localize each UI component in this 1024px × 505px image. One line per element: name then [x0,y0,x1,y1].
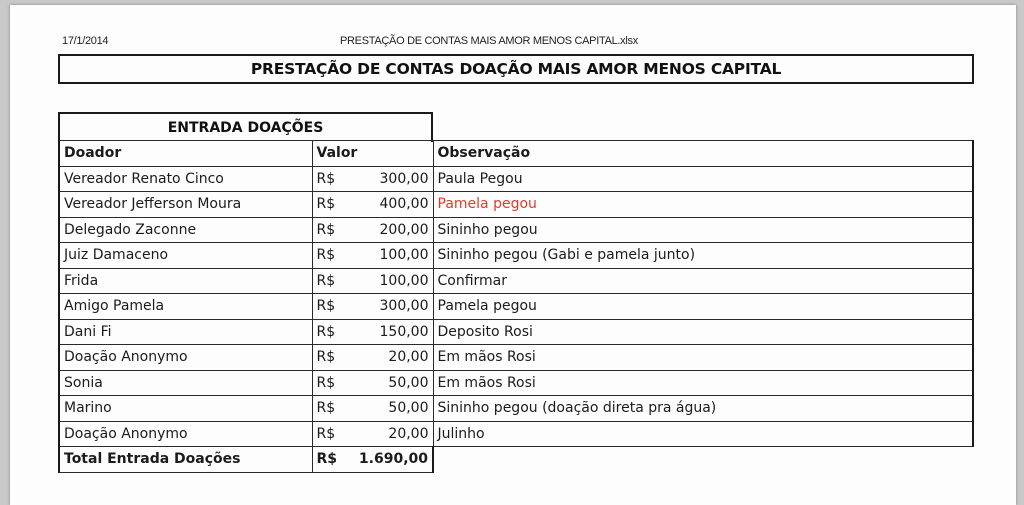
donor-cell [59,217,312,243]
total-currency: R$ [316,451,338,468]
total-value-cell [312,447,433,473]
note-cell [433,294,973,320]
table-row [59,166,973,192]
document-title: PRESTAÇÃO DE CONTAS DOAÇÃO MAIS AMOR MENOS CAPITAL [58,54,974,84]
note-text: Pamela pegou [437,298,537,315]
donor-cell [59,396,312,422]
note-text: Deposito Rosi [437,323,533,340]
total-label: Total Entrada Doações [59,447,312,473]
value-cell [312,370,433,396]
total-row [59,447,973,473]
amount: 50,00 [388,374,429,391]
table-row [59,243,973,269]
value-cell [312,243,433,269]
donor-cell [59,166,312,192]
value-cell [312,268,433,294]
table-row [59,268,973,294]
amount: 400,00 [379,196,429,213]
table-row [59,396,973,422]
donor-name: Frida [64,272,99,289]
value-cell [312,192,433,218]
value-cell [312,166,433,192]
table-row [59,370,973,396]
value-cell [312,217,433,243]
note-text: Julinho [437,425,485,442]
amount: 100,00 [379,272,429,289]
amount: 200,00 [379,221,429,238]
note-cell [433,243,973,269]
note-cell [433,217,973,243]
donor-cell [59,319,312,345]
currency-symbol: R$ [316,374,336,391]
table-row [59,345,973,371]
spreadsheet-page [10,5,1016,505]
table-row [59,421,973,447]
note-cell [433,319,973,345]
value-cell [312,294,433,320]
donor-name: Doação Anonymo [64,425,188,442]
amount: 50,00 [388,400,429,417]
currency-symbol: R$ [316,323,336,340]
donor-cell [59,243,312,269]
currency-symbol: R$ [316,170,336,187]
table-row [59,192,973,218]
donor-name: Amigo Pamela [64,298,165,315]
donor-cell [59,192,312,218]
donations-table [58,140,974,473]
donor-name: Dani Fi [64,323,112,340]
donor-cell [59,345,312,371]
currency-symbol: R$ [316,247,336,264]
note-text: Paula Pegou [437,170,523,187]
table-row [59,319,973,345]
table-header-row [59,141,973,167]
note-text: Sininho pegou (Gabi e pamela junto) [437,247,696,264]
currency-symbol: R$ [316,400,336,417]
note-text: Sininho pegou [437,221,538,238]
amount: 300,00 [379,170,429,187]
donor-name: Juiz Damaceno [64,247,169,264]
column-header-note: Observação [433,141,973,167]
note-text: Em mãos Rosi [437,374,536,391]
currency-symbol: R$ [316,349,336,366]
amount: 20,00 [388,349,429,366]
currency-symbol: R$ [316,196,336,213]
column-header-value: Valor [312,141,433,167]
donor-cell [59,268,312,294]
note-cell [433,345,973,371]
note-cell [433,396,973,422]
donor-cell [59,370,312,396]
note-cell [433,192,973,218]
donor-name: Doação Anonymo [64,349,188,366]
total-amount: 1.690,00 [358,451,428,468]
file-name: PRESTAÇÃO DE CONTAS MAIS AMOR MENOS CAPITAL.xlsx [340,35,638,47]
note-text: Sininho pegou (doação direta pra água) [437,400,717,417]
note-cell [433,370,973,396]
donor-name: Vereador Jefferson Moura [64,196,242,213]
donor-name: Sonia [64,374,103,391]
currency-symbol: R$ [316,221,336,238]
amount: 100,00 [379,247,429,264]
note-text: Em mãos Rosi [437,349,536,366]
note-cell [433,166,973,192]
currency-symbol: R$ [316,298,336,315]
note-cell [433,421,973,447]
donor-cell [59,294,312,320]
table-row [59,294,973,320]
section-title: ENTRADA DOAÇÕES [58,112,433,142]
column-header-donor: Doador [59,141,312,167]
note-cell [433,268,973,294]
donor-cell [59,421,312,447]
currency-symbol: R$ [316,425,336,442]
value-cell [312,396,433,422]
empty-cell [433,447,973,473]
currency-symbol: R$ [316,272,336,289]
table-row [59,217,973,243]
print-date: 17/1/2014 [62,35,109,47]
donor-name: Vereador Renato Cinco [64,170,224,187]
note-text: Confirmar [437,272,508,289]
donor-name: Delegado Zaconne [64,221,197,238]
note-text: Pamela pegou [437,196,537,213]
donor-name: Marino [64,400,112,417]
value-cell [312,345,433,371]
value-cell [312,421,433,447]
amount: 20,00 [388,425,429,442]
amount: 150,00 [379,323,429,340]
amount: 300,00 [379,298,429,315]
value-cell [312,319,433,345]
